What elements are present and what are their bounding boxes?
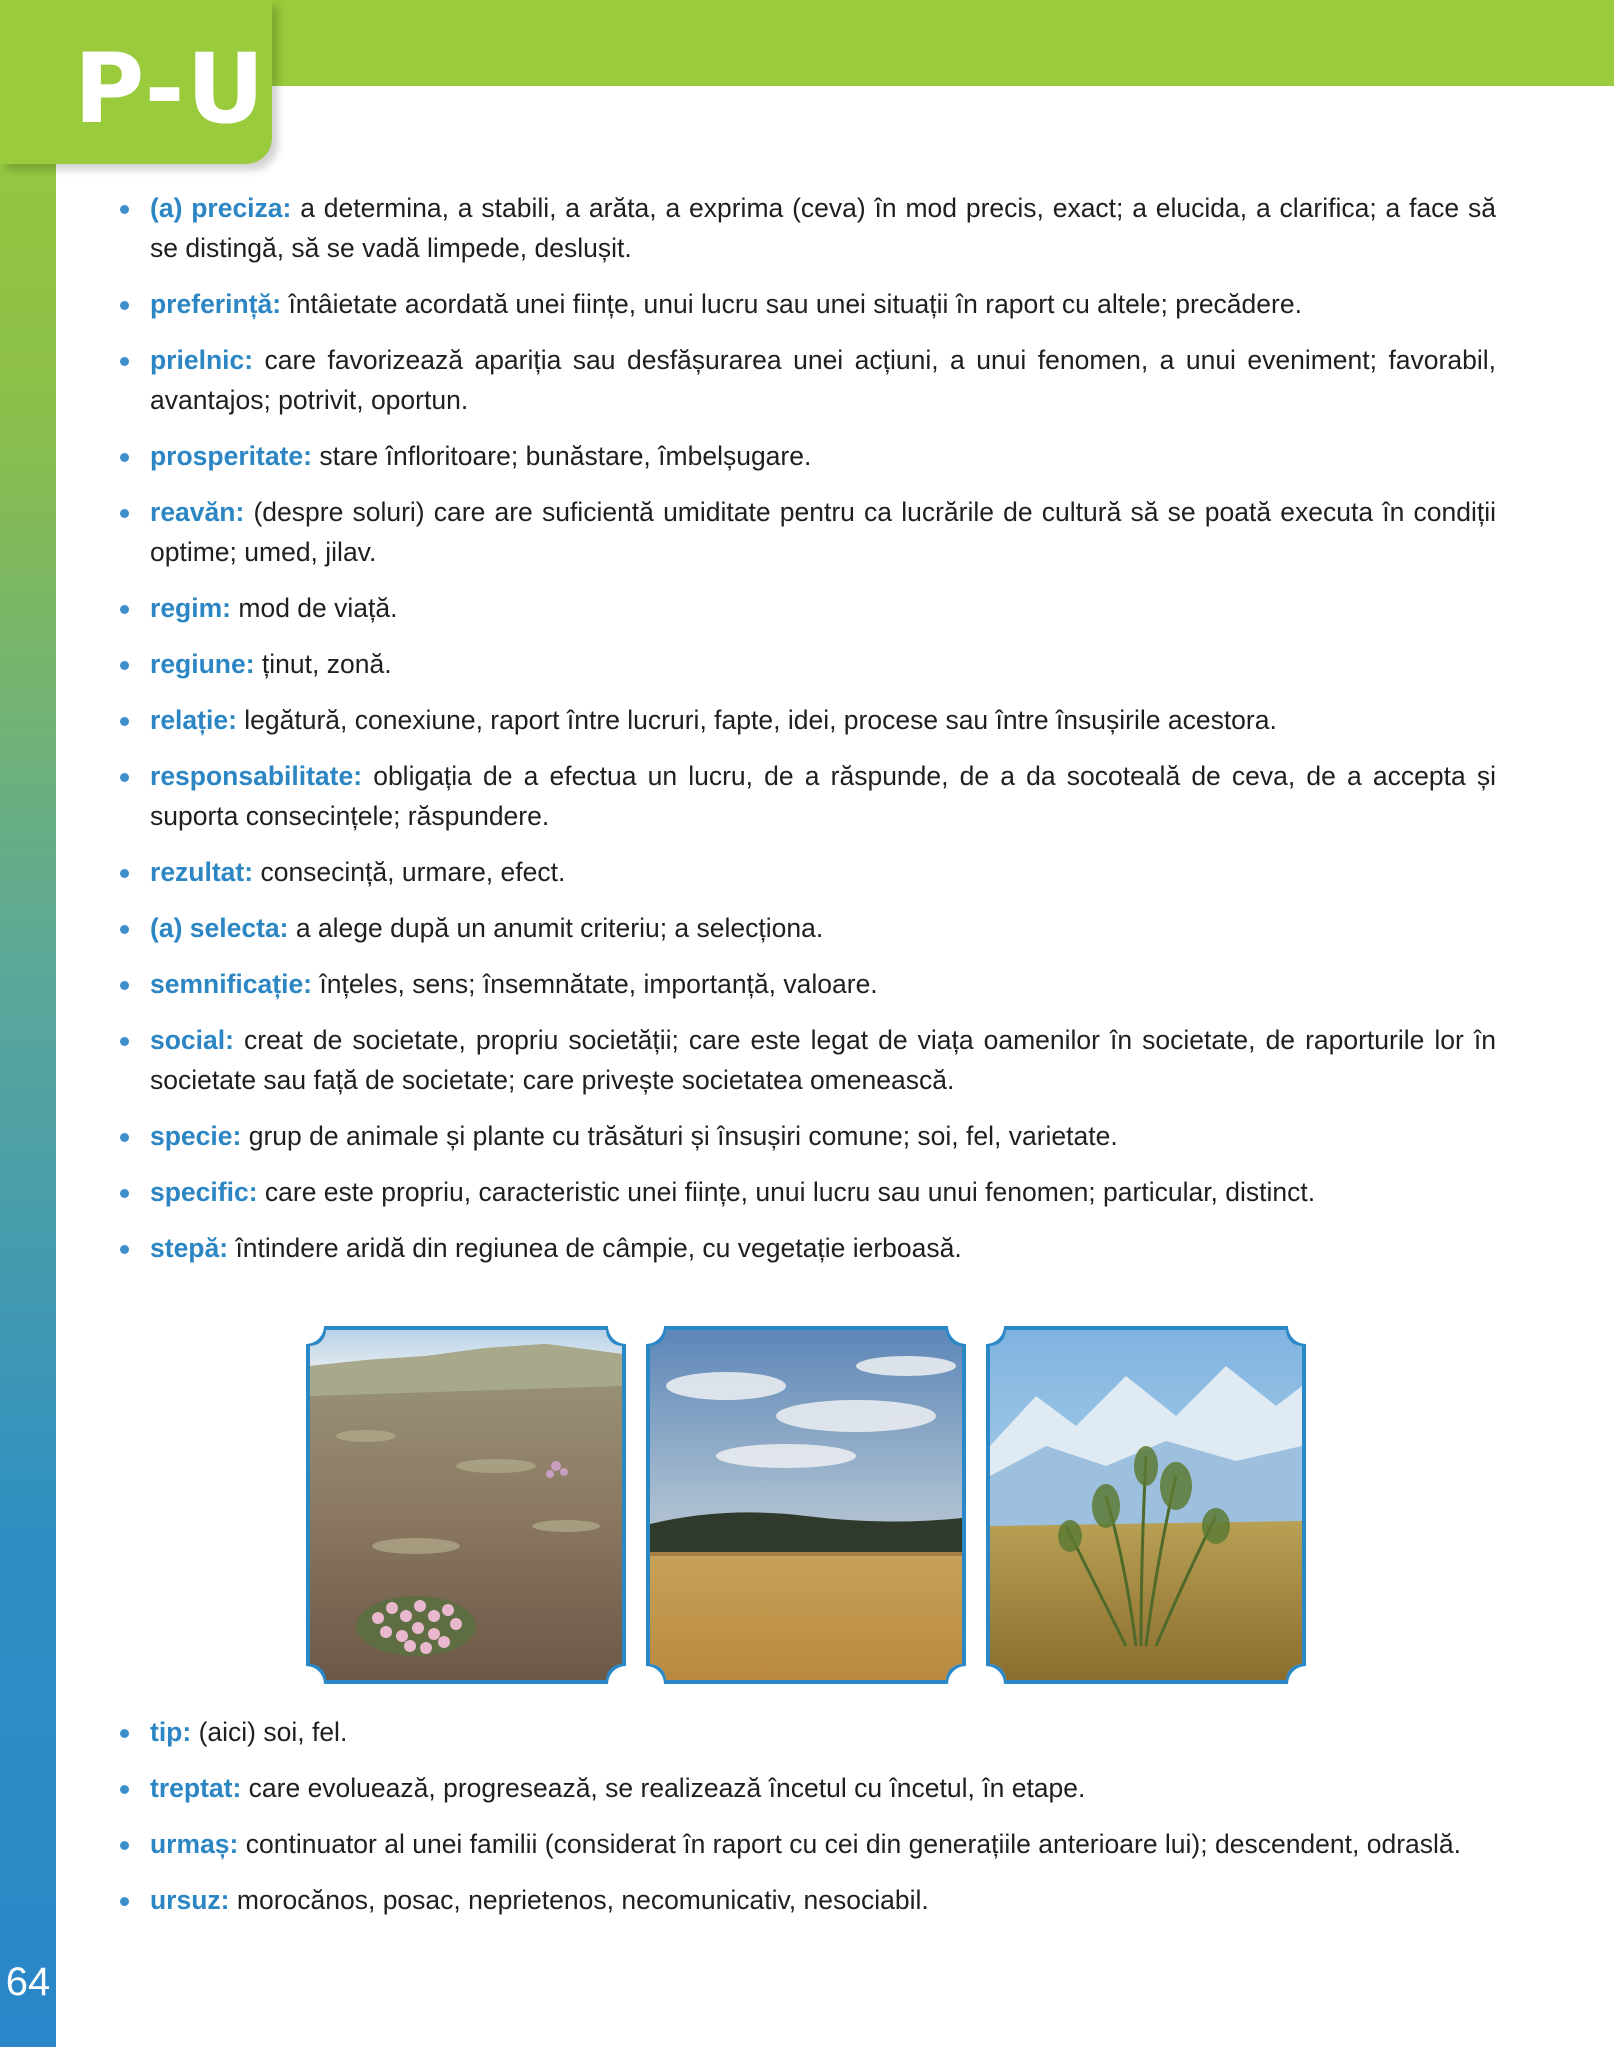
glossary-term: specific: (150, 1177, 258, 1207)
bullet-icon (120, 1785, 129, 1794)
glossary-entry (120, 852, 1496, 892)
glossary-definition: înțeles, sens; însemnătate, importanță, valoare. (319, 969, 878, 999)
glossary-term: prosperitate: (150, 441, 312, 471)
bullet-icon (120, 509, 129, 518)
glossary-term: urmaș: (150, 1829, 239, 1859)
glossary-entry (120, 1880, 1496, 1920)
glossary-list-top (120, 188, 1496, 1284)
bullet-icon (120, 869, 129, 878)
glossary-entry (120, 756, 1496, 836)
glossary-definition: ținut, zonă. (261, 649, 392, 679)
bullet-icon (120, 1189, 129, 1198)
glossary-term: treptat: (150, 1773, 242, 1803)
glossary-term: relație: (150, 705, 237, 735)
glossary-term: semnificație: (150, 969, 313, 999)
bullet-icon (120, 357, 129, 366)
bullet-icon (120, 1729, 129, 1738)
glossary-term: stepă: (150, 1233, 229, 1263)
glossary-entry (120, 964, 1496, 1004)
glossary-entry (120, 588, 1496, 628)
glossary-list-bottom (120, 1712, 1496, 1936)
glossary-definition: creat de societate, propriu societății; care este legat de viața oamenilor în societate, de raporturile lor în societate sau față de societate; care privește societatea omenească. (150, 1025, 1496, 1095)
glossary-entry (120, 1172, 1496, 1212)
glossary-entry (120, 1020, 1496, 1100)
glossary-term: (a) preciza: (150, 193, 292, 223)
glossary-definition: grup de animale și plante cu trăsături și însușiri comune; soi, fel, varietate. (248, 1121, 1118, 1151)
bullet-icon (120, 205, 129, 214)
bullet-icon (120, 1037, 129, 1046)
glossary-entry (120, 284, 1496, 324)
steppe-photo-mountains (986, 1326, 1306, 1684)
bullet-icon (120, 301, 129, 310)
glossary-definition: mod de viață. (238, 593, 398, 623)
glossary-entry (120, 644, 1496, 684)
glossary-definition: care este propriu, caracteristic unei ființe, unui lucru sau unui fenomen; particular, distinct. (264, 1177, 1316, 1207)
steppe-photo-flowers (306, 1326, 626, 1684)
letter-range-tab (0, 0, 272, 164)
glossary-definition: a alege după un anumit criteriu; a selecționa. (295, 913, 824, 943)
page-number: 64 (5, 1960, 51, 2004)
glossary-definition: a determina, a stabili, a arăta, a exprima (ceva) în mod precis, exact; a elucida, a clarifica; a face să se distingă, să se vadă limpede, deslușit. (150, 193, 1496, 263)
glossary-term: specie: (150, 1121, 242, 1151)
glossary-definition: morocănos, posac, neprietenos, necomunicativ, nesociabil. (236, 1885, 929, 1915)
glossary-term: ursuz: (150, 1885, 230, 1915)
glossary-term: prielnic: (150, 345, 254, 375)
bullet-icon (120, 1133, 129, 1142)
glossary-entry (120, 188, 1496, 268)
glossary-entry (120, 1228, 1496, 1268)
glossary-definition: (despre soluri) care are suficientă umiditate pentru ca lucrările de cultură să se poată executa în condiții optime; umed, jilav. (150, 497, 1496, 567)
glossary-definition: care favorizează apariția sau desfășurarea unei acțiuni, a unui fenomen, a unui eveniment; favorabil, avantajos; potrivit, oportun. (150, 345, 1496, 415)
glossary-entry (120, 492, 1496, 572)
glossary-definition: întâietate acordată unei ființe, unui lucru sau unei situații în raport cu altele; precădere. (288, 289, 1302, 319)
glossary-term: responsabilitate: (150, 761, 363, 791)
glossary-term: preferință: (150, 289, 282, 319)
side-color-bar (0, 0, 56, 2047)
bullet-icon (120, 717, 129, 726)
glossary-definition: consecință, urmare, efect. (260, 857, 566, 887)
bullet-icon (120, 661, 129, 670)
glossary-definition: obligația de a efectua un lucru, de a răspunde, de a da socoteală de ceva, de a accepta și suporta consecințele; răspundere. (150, 761, 1496, 831)
glossary-term: tip: (150, 1717, 192, 1747)
glossary-term: social: (150, 1025, 234, 1055)
glossary-entry (120, 1116, 1496, 1156)
bullet-icon (120, 605, 129, 614)
bullet-icon (120, 981, 129, 990)
glossary-definition: care evoluează, progresează, se realizează încetul cu încetul, în etape. (248, 1773, 1086, 1803)
glossary-term: regim: (150, 593, 231, 623)
glossary-entry (120, 1824, 1496, 1864)
glossary-definition: stare înfloritoare; bunăstare, îmbelșugare. (319, 441, 812, 471)
glossary-definition: întindere aridă din regiunea de câmpie, cu vegetație ierboasă. (235, 1233, 962, 1263)
glossary-term: rezultat: (150, 857, 254, 887)
glossary-term: reavăn: (150, 497, 245, 527)
glossary-entry (120, 700, 1496, 740)
glossary-entry (120, 1712, 1496, 1752)
glossary-entry (120, 340, 1496, 420)
glossary-definition: continuator al unei familii (considerat în raport cu cei din generațiile anterioare lui); descendent, odraslă. (245, 1829, 1462, 1859)
bullet-icon (120, 1897, 129, 1906)
glossary-term: (a) selecta: (150, 913, 289, 943)
bullet-icon (120, 925, 129, 934)
steppe-photo-plain (646, 1326, 966, 1684)
glossary-term: regiune: (150, 649, 255, 679)
bullet-icon (120, 453, 129, 462)
letter-range-title: P-U (74, 33, 267, 145)
glossary-entry (120, 436, 1496, 476)
bullet-icon (120, 1841, 129, 1850)
glossary-definition: (aici) soi, fel. (198, 1717, 348, 1747)
glossary-entry (120, 908, 1496, 948)
glossary-definition: legătură, conexiune, raport între lucruri, fapte, idei, procese sau între însușirile acestora. (244, 705, 1277, 735)
bullet-icon (120, 773, 129, 782)
steppe-photo-strip (306, 1326, 1310, 1684)
bullet-icon (120, 1245, 129, 1254)
glossary-entry (120, 1768, 1496, 1808)
